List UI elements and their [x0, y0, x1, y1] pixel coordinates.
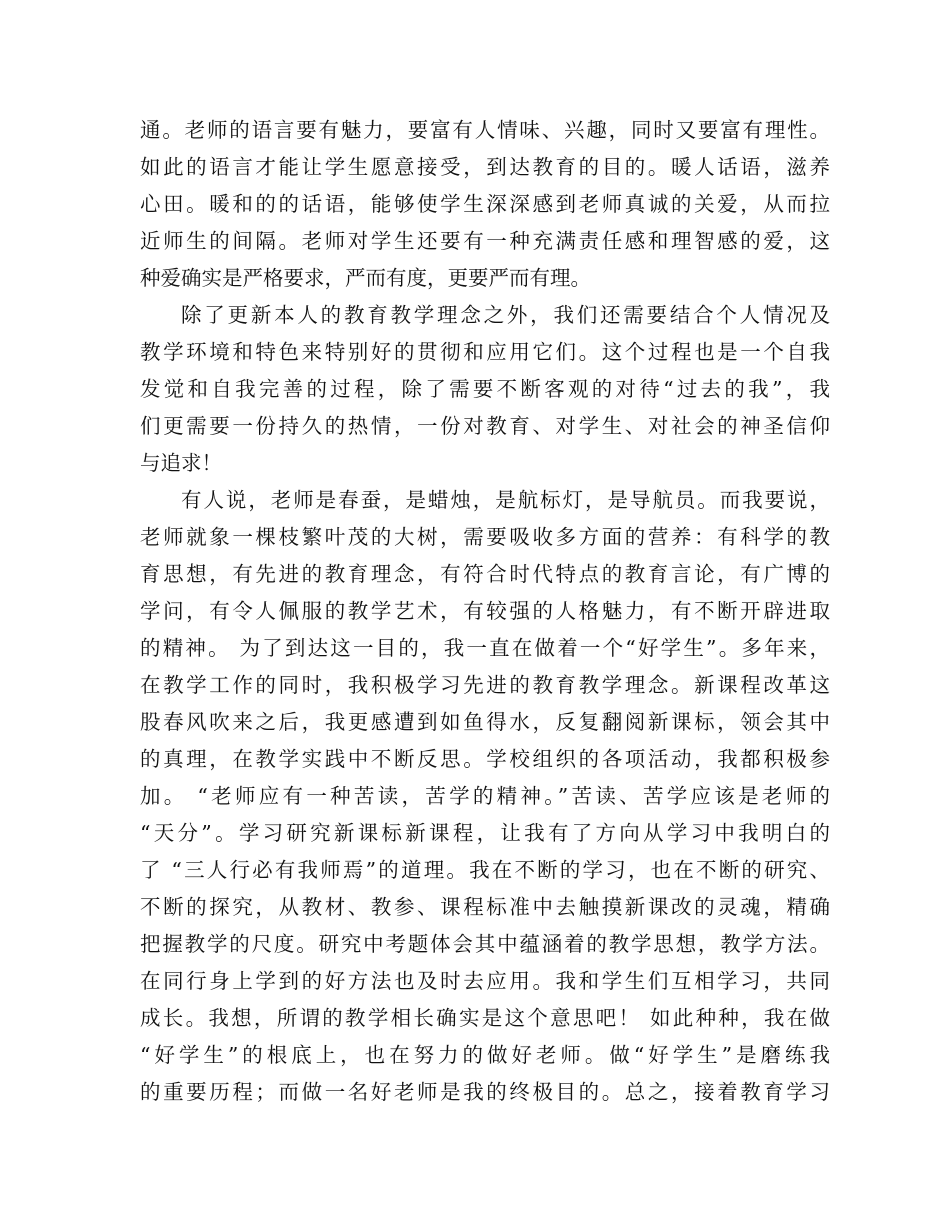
text-line: “好学生”的根底上，也在努力的做好老师。做“好学生”是磨练我: [140, 1043, 830, 1067]
text-line: 种爱确实是严格要求，严而有度，更要严而有理。: [140, 266, 591, 290]
text-line: 学问，有令人佩服的教学艺术，有较强的人格魅力，有不断开辟进取: [140, 599, 830, 623]
text-line: 近师生的间隔。老师对学生还要有一种充满责任感和理智感的爱，这: [140, 229, 830, 253]
text-line: 股春风吹来之后，我更感遭到如鱼得水，反复翻阅新课标，领会其中: [140, 710, 830, 734]
paragraph-2: [140, 297, 830, 482]
paragraph-1: [140, 112, 830, 297]
text-line: 除了更新本人的教育教学理念之外，我们还需要结合个人情况及: [181, 303, 830, 327]
text-line: 不断的探究，从教材、教参、课程标准中去触摸新课改的灵魂，精确: [140, 895, 830, 919]
text-line: 在同行身上学到的好方法也及时去应用。我和学生们互相学习，共同: [140, 969, 830, 993]
text-line: 的精神。 为了到达这一目的，我一直在做着一个“好学生”。多年来，: [140, 636, 830, 660]
text-line: 成长。我想，所谓的教学相长确实是这个意思吧！ 如此种种，我在做: [140, 1006, 830, 1030]
text-line: 老师就象一棵枝繁叶茂的大树，需要吸收多方面的营养：有科学的教: [140, 525, 830, 549]
paragraph-3: [140, 482, 830, 1111]
text-line: 们更需要一份持久的热情，一份对教育、对学生、对社会的神圣信仰: [140, 414, 830, 438]
text-line: 发觉和自我完善的过程，除了需要不断客观的对待“过去的我”，我: [140, 377, 830, 401]
text-line: 的重要历程；而做一名好老师是我的终极目的。总之，接着教育学习: [140, 1080, 830, 1104]
text-line: 心田。暖和的的话语，能够使学生深深感到老师真诚的关爱，从而拉: [140, 192, 830, 216]
text-line: 与追求！: [140, 451, 222, 475]
text-line: 如此的语言才能让学生愿意接受，到达教育的目的。暖人话语，滋养: [140, 155, 830, 179]
document-body: [140, 112, 830, 1111]
text-line: 的真理，在教学实践中不断反思。学校组织的各项活动，我都积极参: [140, 747, 830, 771]
text-line: 加。 “老师应有一种苦读，苦学的精神。”苦读、苦学应该是老师的: [140, 784, 830, 808]
text-line: 把握教学的尺度。研究中考题体会其中蕴涵着的教学思想，教学方法。: [140, 932, 830, 956]
text-line: 在教学工作的同时，我积极学习先进的教育教学理念。新课程改革这: [140, 673, 830, 697]
text-line: “天分”。学习研究新课标新课程，让我有了方向从学习中我明白的: [140, 821, 830, 845]
text-line: 育思想，有先进的教育理念，有符合时代特点的教育言论，有广博的: [140, 562, 830, 586]
text-line: 教学环境和特色来特别好的贯彻和应用它们。这个过程也是一个自我: [140, 340, 830, 364]
text-line: 有人说，老师是春蚕，是蜡烛，是航标灯，是导航员。而我要说，: [181, 488, 830, 512]
text-line: 通。老师的语言要有魅力，要富有人情味、兴趣，同时又要富有理性。: [140, 118, 830, 142]
text-line: 了 “三人行必有我师焉”的道理。我在不断的学习，也在不断的研究、: [140, 858, 830, 882]
